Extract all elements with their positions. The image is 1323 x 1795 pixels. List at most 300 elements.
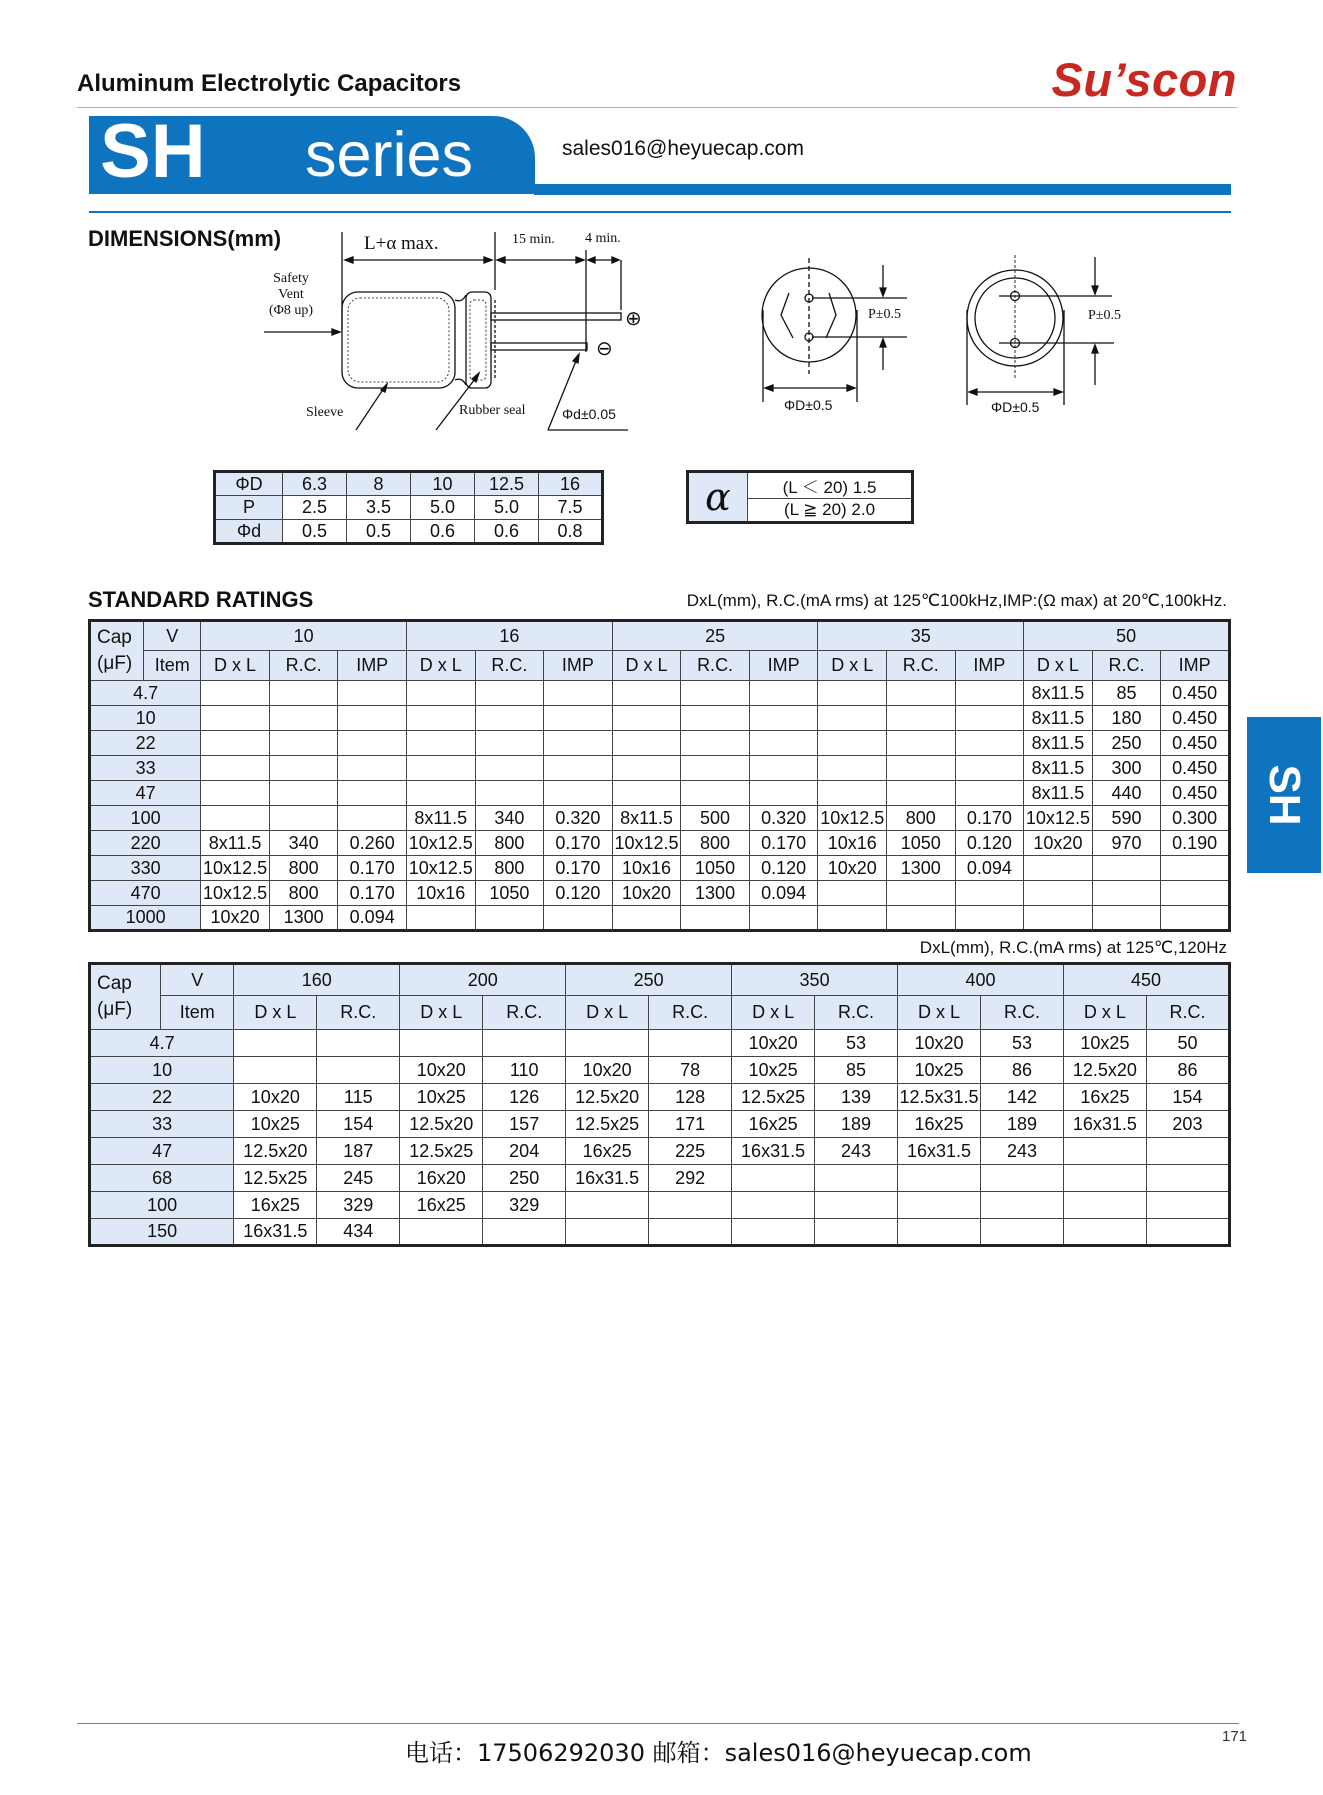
rating-cell: 1300 xyxy=(269,906,338,931)
rating-cell xyxy=(955,756,1024,781)
rating-cell xyxy=(234,1030,317,1057)
voltage-header: 16 xyxy=(407,621,613,651)
table-row xyxy=(90,731,1230,756)
voltage-header-row xyxy=(90,964,1230,996)
item-subheader: R.C. xyxy=(475,651,544,681)
rating-cell: 203 xyxy=(1146,1111,1229,1138)
rating-cell: 10x12.5 xyxy=(201,856,270,881)
item-subheader: R.C. xyxy=(649,996,732,1030)
capacitance-cell: 68 xyxy=(90,1165,234,1192)
rating-cell xyxy=(544,731,613,756)
dimension-row xyxy=(215,520,603,544)
rating-cell: 10x20 xyxy=(201,906,270,931)
rating-cell: 243 xyxy=(815,1138,898,1165)
rating-cell: 800 xyxy=(475,856,544,881)
rating-cell xyxy=(269,706,338,731)
rating-cell xyxy=(898,1192,981,1219)
rating-cell xyxy=(749,756,818,781)
rating-cell xyxy=(1063,1219,1146,1246)
rating-cell xyxy=(815,1165,898,1192)
rating-cell xyxy=(612,731,681,756)
rating-cell: 16x25 xyxy=(1063,1084,1146,1111)
rating-cell: 8x11.5 xyxy=(612,806,681,831)
rating-cell xyxy=(955,731,1024,756)
rating-cell xyxy=(898,1219,981,1246)
rating-cell: 10x16 xyxy=(407,881,476,906)
banner-bar xyxy=(534,184,1231,195)
item-subheader: IMP xyxy=(338,651,407,681)
rating-cell: 10x25 xyxy=(1063,1030,1146,1057)
series-code: SH xyxy=(100,109,206,194)
rating-cell xyxy=(201,781,270,806)
alpha-table xyxy=(686,470,914,524)
cap-unit: (μF) xyxy=(97,653,133,674)
table-row xyxy=(90,1219,1230,1246)
table-row xyxy=(90,1084,1230,1111)
rating-cell: 245 xyxy=(317,1165,400,1192)
footer-contact: 电话：17506292030 邮箱：sales016@heyuecap.com xyxy=(405,1739,1032,1767)
rating-cell xyxy=(338,706,407,731)
rating-cell xyxy=(681,756,750,781)
rating-cell xyxy=(1063,1192,1146,1219)
rating-cell: 180 xyxy=(1092,706,1161,731)
rating-cell xyxy=(980,1219,1063,1246)
rating-cell: 0.260 xyxy=(338,831,407,856)
item-subheader: R.C. xyxy=(483,996,566,1030)
alpha-value: (L ≧ 20) 2.0 xyxy=(748,499,913,523)
rating-cell: 1300 xyxy=(887,856,956,881)
rating-cell xyxy=(1063,1165,1146,1192)
rating-cell: 157 xyxy=(483,1111,566,1138)
rating-cell: 8x11.5 xyxy=(201,831,270,856)
rating-cell: 10x25 xyxy=(234,1111,317,1138)
rating-cell xyxy=(749,731,818,756)
side-tab-label: SH xyxy=(1260,764,1309,826)
table-row xyxy=(90,906,1230,931)
arrow-head-icon xyxy=(345,257,353,263)
voltage-label: V xyxy=(161,964,234,996)
rating-cell xyxy=(566,1030,649,1057)
lead-diameter-label: Φd±0.05 xyxy=(562,406,616,422)
rating-cell: 189 xyxy=(815,1111,898,1138)
rating-cell xyxy=(980,1165,1063,1192)
capacitance-cell: 22 xyxy=(90,1084,234,1111)
dimension-cell: 16 xyxy=(539,472,603,496)
rating-cell xyxy=(317,1030,400,1057)
safety-vent-label xyxy=(262,271,320,319)
rating-cell: 8x11.5 xyxy=(1024,681,1093,706)
rating-cell: 0.170 xyxy=(955,806,1024,831)
rating-cell: 12.5x20 xyxy=(1063,1057,1146,1084)
rating-cell xyxy=(818,781,887,806)
rating-cell: 16x25 xyxy=(234,1192,317,1219)
rating-cell: 16x31.5 xyxy=(732,1138,815,1165)
page-number: 171 xyxy=(1222,1728,1248,1745)
rating-cell xyxy=(815,1192,898,1219)
rating-cell xyxy=(649,1219,732,1246)
rating-cell xyxy=(407,706,476,731)
ratings-table-low-voltage xyxy=(88,619,1231,932)
rating-cell xyxy=(649,1192,732,1219)
rating-cell xyxy=(269,756,338,781)
dimension-cell: 12.5 xyxy=(475,472,539,496)
rating-cell: 10x20 xyxy=(400,1057,483,1084)
rating-cell: 0.120 xyxy=(955,831,1024,856)
rating-cell: 500 xyxy=(681,806,750,831)
rating-cell: 0.120 xyxy=(749,856,818,881)
item-subheader: R.C. xyxy=(269,651,338,681)
table-row xyxy=(90,831,1230,856)
item-header-row xyxy=(90,651,1230,681)
rating-cell xyxy=(612,906,681,931)
rating-cell xyxy=(338,731,407,756)
rating-cell: 8x11.5 xyxy=(407,806,476,831)
item-subheader: D x L xyxy=(400,996,483,1030)
table-row xyxy=(90,881,1230,906)
length-label: L+α max. xyxy=(364,233,439,254)
rating-cell: 0.170 xyxy=(544,831,613,856)
rating-cell: 16x31.5 xyxy=(234,1219,317,1246)
item-subheader: D x L xyxy=(1024,651,1093,681)
rating-cell xyxy=(407,906,476,931)
rating-cell xyxy=(887,881,956,906)
rating-cell xyxy=(749,681,818,706)
voltage-header: 25 xyxy=(612,621,818,651)
alpha-symbol: α xyxy=(688,472,748,523)
item-subheader: D x L xyxy=(234,996,317,1030)
voltage-header: 10 xyxy=(201,621,407,651)
rating-cell: 10x12.5 xyxy=(407,831,476,856)
rating-cell xyxy=(818,706,887,731)
rating-cell: 1050 xyxy=(887,831,956,856)
rating-cell xyxy=(544,681,613,706)
item-subheader: R.C. xyxy=(887,651,956,681)
rating-cell xyxy=(887,681,956,706)
table-row xyxy=(90,1138,1230,1165)
rating-cell: 300 xyxy=(1092,756,1161,781)
positive-lead xyxy=(491,313,621,320)
rating-cell: 0.094 xyxy=(955,856,1024,881)
rating-cell: 0.120 xyxy=(544,881,613,906)
rating-cell: 8x11.5 xyxy=(1024,706,1093,731)
rating-cell xyxy=(201,681,270,706)
voltage-header: 200 xyxy=(400,964,566,996)
capacitance-cell: 33 xyxy=(90,1111,234,1138)
capacitance-cell: 100 xyxy=(90,806,201,831)
rating-cell: 16x31.5 xyxy=(566,1165,649,1192)
ratings-title: STANDARD RATINGS xyxy=(88,587,314,612)
capacitance-cell: 47 xyxy=(90,781,201,806)
rating-cell xyxy=(544,756,613,781)
rating-cell xyxy=(566,1192,649,1219)
rating-cell: 10x20 xyxy=(818,856,887,881)
rating-cell xyxy=(475,781,544,806)
item-label: Item xyxy=(161,996,234,1030)
capacitance-cell: 47 xyxy=(90,1138,234,1165)
rating-cell xyxy=(818,731,887,756)
rating-cell xyxy=(815,1219,898,1246)
document-category-title: Aluminum Electrolytic Capacitors xyxy=(77,70,462,97)
rating-cell: 1050 xyxy=(475,881,544,906)
rating-cell: 0.170 xyxy=(338,856,407,881)
rating-cell: 128 xyxy=(649,1084,732,1111)
rating-cell xyxy=(1024,906,1093,931)
rating-cell xyxy=(612,756,681,781)
dimension-cell: 0.6 xyxy=(411,520,475,544)
rating-cell xyxy=(1146,1219,1229,1246)
table-row xyxy=(90,1192,1230,1219)
rating-cell xyxy=(749,706,818,731)
rating-cell xyxy=(649,1030,732,1057)
item-subheader: D x L xyxy=(898,996,981,1030)
header-email: sales016@heyuecap.com xyxy=(562,137,804,160)
header-divider xyxy=(77,107,1237,108)
dimension-cell: 10 xyxy=(411,472,475,496)
series-side-tab xyxy=(1247,717,1321,873)
rating-cell: 0.094 xyxy=(338,906,407,931)
rating-cell: 800 xyxy=(475,831,544,856)
rating-cell xyxy=(475,731,544,756)
rating-cell: 86 xyxy=(980,1057,1063,1084)
rating-cell xyxy=(317,1057,400,1084)
dimension-row xyxy=(215,472,603,496)
rating-cell: 10x12.5 xyxy=(612,831,681,856)
table-row xyxy=(90,1111,1230,1138)
sleeve-leader xyxy=(356,385,386,430)
rating-cell: 12.5x25 xyxy=(732,1084,815,1111)
item-subheader: D x L xyxy=(1063,996,1146,1030)
rating-cell: 10x20 xyxy=(1024,831,1093,856)
rating-cell: 126 xyxy=(483,1084,566,1111)
rating-cell xyxy=(955,681,1024,706)
positive-icon: ⊕ xyxy=(625,308,642,330)
rating-cell xyxy=(732,1165,815,1192)
rating-cell: 12.5x20 xyxy=(566,1084,649,1111)
rating-cell xyxy=(612,681,681,706)
series-word: series xyxy=(305,120,474,190)
item-subheader: IMP xyxy=(544,651,613,681)
banner-underline xyxy=(89,211,1231,213)
rating-cell xyxy=(475,756,544,781)
rating-cell: 8x11.5 xyxy=(1024,756,1093,781)
rating-cell: 16x25 xyxy=(898,1111,981,1138)
dimension-row-header: Φd xyxy=(215,520,283,544)
cap-label: Cap xyxy=(97,627,132,649)
item-subheader: IMP xyxy=(749,651,818,681)
rating-cell: 10x16 xyxy=(612,856,681,881)
rating-cell xyxy=(749,781,818,806)
capacitance-cell: 470 xyxy=(90,881,201,906)
dimension-cell: 6.3 xyxy=(283,472,347,496)
rating-cell xyxy=(544,706,613,731)
capacitance-cell: 330 xyxy=(90,856,201,881)
rating-cell xyxy=(1092,856,1161,881)
rating-cell: 10x25 xyxy=(400,1084,483,1111)
rating-cell xyxy=(732,1192,815,1219)
rating-cell: 250 xyxy=(483,1165,566,1192)
capacitance-cell: 1000 xyxy=(90,906,201,931)
rating-cell: 10x25 xyxy=(898,1057,981,1084)
rating-cell xyxy=(818,756,887,781)
arrow-head-icon xyxy=(484,257,492,263)
rating-cell: 50 xyxy=(1146,1030,1229,1057)
rating-cell: 329 xyxy=(317,1192,400,1219)
rating-cell xyxy=(407,756,476,781)
rating-cell xyxy=(898,1165,981,1192)
rating-cell: 970 xyxy=(1092,831,1161,856)
rating-cell xyxy=(338,806,407,831)
rating-cell: 800 xyxy=(269,881,338,906)
item-subheader: D x L xyxy=(732,996,815,1030)
rating-cell xyxy=(475,906,544,931)
rating-cell: 0.170 xyxy=(338,881,407,906)
capacitance-cell: 100 xyxy=(90,1192,234,1219)
rating-cell: 12.5x31.5 xyxy=(898,1084,981,1111)
rating-cell xyxy=(483,1030,566,1057)
rating-cell: 139 xyxy=(815,1084,898,1111)
item-label: Item xyxy=(144,651,201,681)
capacitance-cell: 10 xyxy=(90,1057,234,1084)
rating-cell xyxy=(818,881,887,906)
rating-cell xyxy=(1146,1138,1229,1165)
table-row xyxy=(90,681,1230,706)
rating-cell xyxy=(1146,1192,1229,1219)
ratings-note-1: DxL(mm), R.C.(mA rms) at 125℃100kHz,IMP:(Ω max) at 20℃,100kHz. xyxy=(686,591,1227,610)
item-subheader: D x L xyxy=(818,651,887,681)
rating-cell: 10x12.5 xyxy=(407,856,476,881)
rating-cell: 0.320 xyxy=(544,806,613,831)
rating-cell: 10x20 xyxy=(566,1057,649,1084)
item-subheader: R.C. xyxy=(317,996,400,1030)
capacitance-cell: 150 xyxy=(90,1219,234,1246)
rating-cell xyxy=(1092,881,1161,906)
rating-cell: 16x25 xyxy=(732,1111,815,1138)
rating-cell xyxy=(887,781,956,806)
cap-header xyxy=(90,621,144,681)
rating-cell xyxy=(407,681,476,706)
voltage-header: 250 xyxy=(566,964,732,996)
rating-cell: 0.450 xyxy=(1161,681,1230,706)
rating-cell: 86 xyxy=(1146,1057,1229,1084)
negative-icon: ⊖ xyxy=(596,338,613,360)
rating-cell: 440 xyxy=(1092,781,1161,806)
rating-cell: 590 xyxy=(1092,806,1161,831)
rating-cell xyxy=(612,781,681,806)
rating-cell: 189 xyxy=(980,1111,1063,1138)
rating-cell: 10x20 xyxy=(612,881,681,906)
rating-cell xyxy=(681,906,750,931)
rating-cell: 85 xyxy=(815,1057,898,1084)
rating-cell: 8x11.5 xyxy=(1024,731,1093,756)
rating-cell: 12.5x25 xyxy=(400,1138,483,1165)
item-subheader: R.C. xyxy=(815,996,898,1030)
rating-cell xyxy=(1024,881,1093,906)
rating-cell xyxy=(681,681,750,706)
rating-cell: 110 xyxy=(483,1057,566,1084)
rating-cell xyxy=(955,706,1024,731)
rating-cell xyxy=(887,906,956,931)
rating-cell xyxy=(980,1192,1063,1219)
rating-cell xyxy=(818,906,887,931)
alpha-value: (L ＜ 20) 1.5 xyxy=(748,472,913,499)
rating-cell xyxy=(887,756,956,781)
rating-cell xyxy=(544,781,613,806)
rating-cell xyxy=(818,681,887,706)
rating-cell xyxy=(1063,1138,1146,1165)
rating-cell: 0.320 xyxy=(749,806,818,831)
rating-cell: 204 xyxy=(483,1138,566,1165)
rating-cell xyxy=(1092,906,1161,931)
rating-cell: 16x25 xyxy=(400,1192,483,1219)
rating-cell xyxy=(407,781,476,806)
rating-cell xyxy=(269,681,338,706)
rating-cell xyxy=(887,731,956,756)
dimension-row-header: ΦD xyxy=(215,472,283,496)
negative-lead xyxy=(491,343,587,350)
rating-cell xyxy=(475,681,544,706)
item-subheader: IMP xyxy=(955,651,1024,681)
rating-cell: 10x12.5 xyxy=(201,881,270,906)
rating-cell: 154 xyxy=(317,1111,400,1138)
rating-cell xyxy=(338,781,407,806)
rating-cell xyxy=(269,781,338,806)
capacitance-cell: 4.7 xyxy=(90,681,201,706)
rating-cell: 85 xyxy=(1092,681,1161,706)
rating-cell: 12.5x20 xyxy=(400,1111,483,1138)
rating-cell xyxy=(1146,1165,1229,1192)
voltage-header: 350 xyxy=(732,964,898,996)
capacitance-cell: 22 xyxy=(90,731,201,756)
brand-logo: Su’scon xyxy=(1051,53,1237,106)
dimension-cell: 5.0 xyxy=(475,496,539,520)
rating-cell xyxy=(483,1219,566,1246)
rating-cell xyxy=(201,731,270,756)
vent-label-line: (Φ8 up) xyxy=(268,303,314,318)
rating-cell xyxy=(338,756,407,781)
dimension-cell: 8 xyxy=(347,472,411,496)
capacitance-cell: 33 xyxy=(90,756,201,781)
rating-cell: 0.170 xyxy=(749,831,818,856)
rating-cell xyxy=(201,756,270,781)
capacitor-body xyxy=(342,292,455,388)
dimensions-title: DIMENSIONS(mm) xyxy=(88,226,282,251)
table-row xyxy=(90,856,1230,881)
dimension-cell: 0.8 xyxy=(539,520,603,544)
cap-header xyxy=(90,964,161,1030)
rating-cell xyxy=(1024,856,1093,881)
cap-label: Cap xyxy=(97,973,132,995)
rating-cell xyxy=(269,731,338,756)
rating-cell: 0.450 xyxy=(1161,756,1230,781)
rating-cell: 800 xyxy=(681,831,750,856)
rating-cell: 0.190 xyxy=(1161,831,1230,856)
rating-cell xyxy=(234,1057,317,1084)
pitch-label: P±0.5 xyxy=(1088,308,1121,323)
rating-cell xyxy=(732,1219,815,1246)
ratings-table-high-voltage xyxy=(88,962,1231,1247)
rating-cell xyxy=(749,906,818,931)
item-subheader: R.C. xyxy=(1146,996,1229,1030)
table-row xyxy=(90,806,1230,831)
dimension-table xyxy=(213,470,604,545)
rating-cell: 0.450 xyxy=(1161,781,1230,806)
rating-cell: 53 xyxy=(980,1030,1063,1057)
rating-cell: 0.170 xyxy=(544,856,613,881)
capacitance-cell: 220 xyxy=(90,831,201,856)
voltage-label: V xyxy=(144,621,201,651)
footer-divider xyxy=(77,1723,1239,1724)
dimension-cell: 5.0 xyxy=(411,496,475,520)
